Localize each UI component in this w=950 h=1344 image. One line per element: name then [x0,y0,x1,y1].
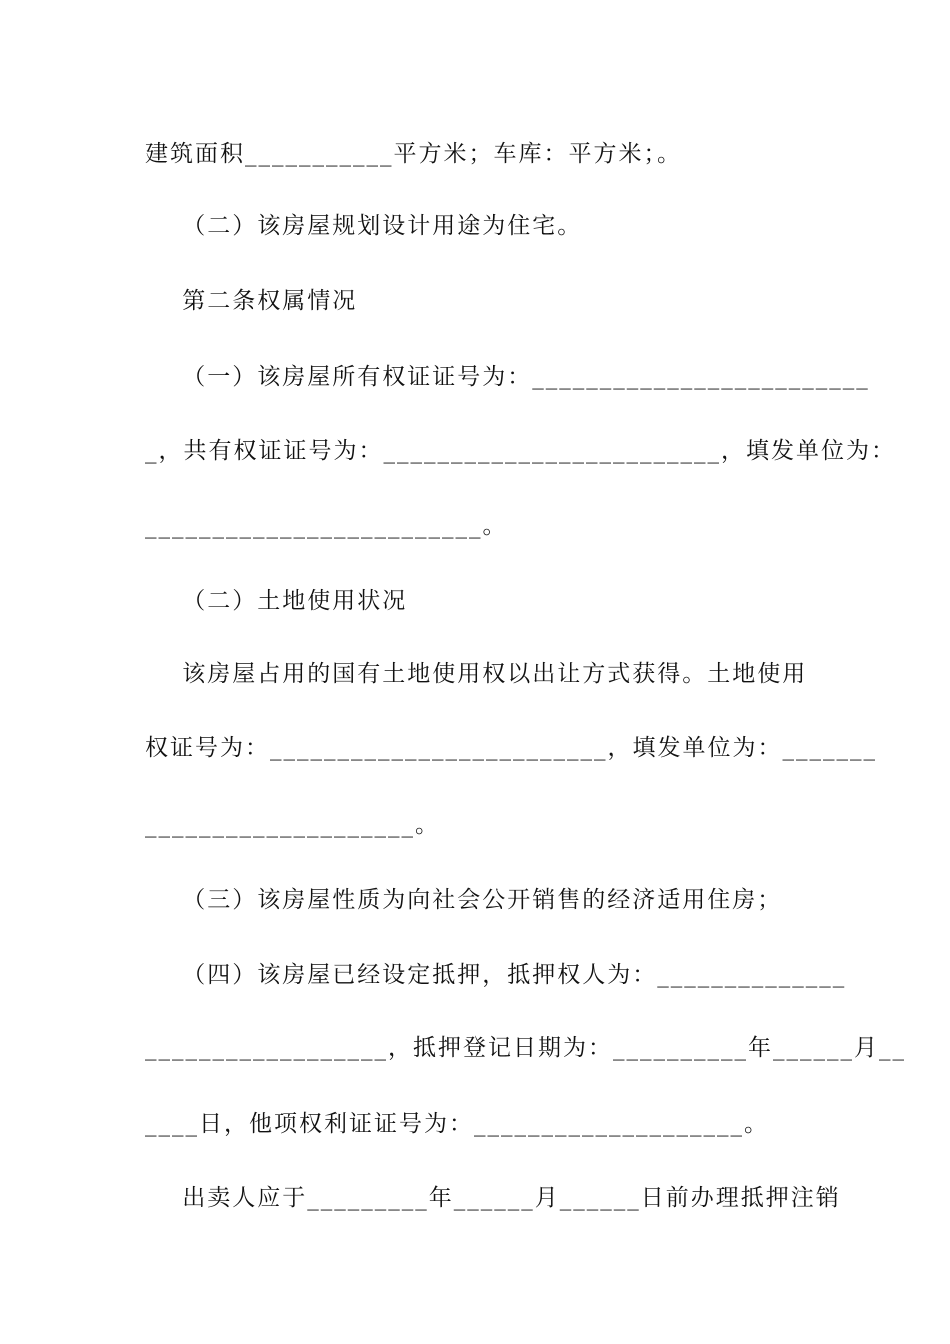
text-line-15: 出卖人应于_________年______月______日前办理抵押注销 [145,1185,841,1211]
text-line-2: （二）该房屋规划设计用途为住宅。 [145,213,583,239]
text-line-7: （二）土地使用状况 [145,588,408,614]
text-line-5: _，共有权证证号为：_________________________，填发单位为： [145,438,896,464]
text-line-3: 第二条权属情况 [145,288,358,314]
text-line-4: （一）该房屋所有权证证号为：_________________________ [145,364,870,390]
text-line-10: ____________________。 [145,812,440,838]
text-line-8: 该房屋占用的国有土地使用权以出让方式获得。土地使用 [145,661,808,687]
text-line-6: _________________________。 [145,513,508,539]
text-line-1: 建筑面积___________平方米；车库：平方米；。 [145,141,682,167]
text-line-12: （四）该房屋已经设定抵押，抵押权人为：______________ [145,962,847,988]
text-line-13: __________________，抵押登记日期为：__________年______月__ [145,1035,906,1061]
text-line-11: （三）该房屋性质为向社会公开销售的经济适用住房； [145,887,783,913]
text-line-14: ____日，他项权利证证号为：____________________。 [145,1111,769,1137]
text-line-9: 权证号为：_________________________，填发单位为：_______ [145,735,877,761]
